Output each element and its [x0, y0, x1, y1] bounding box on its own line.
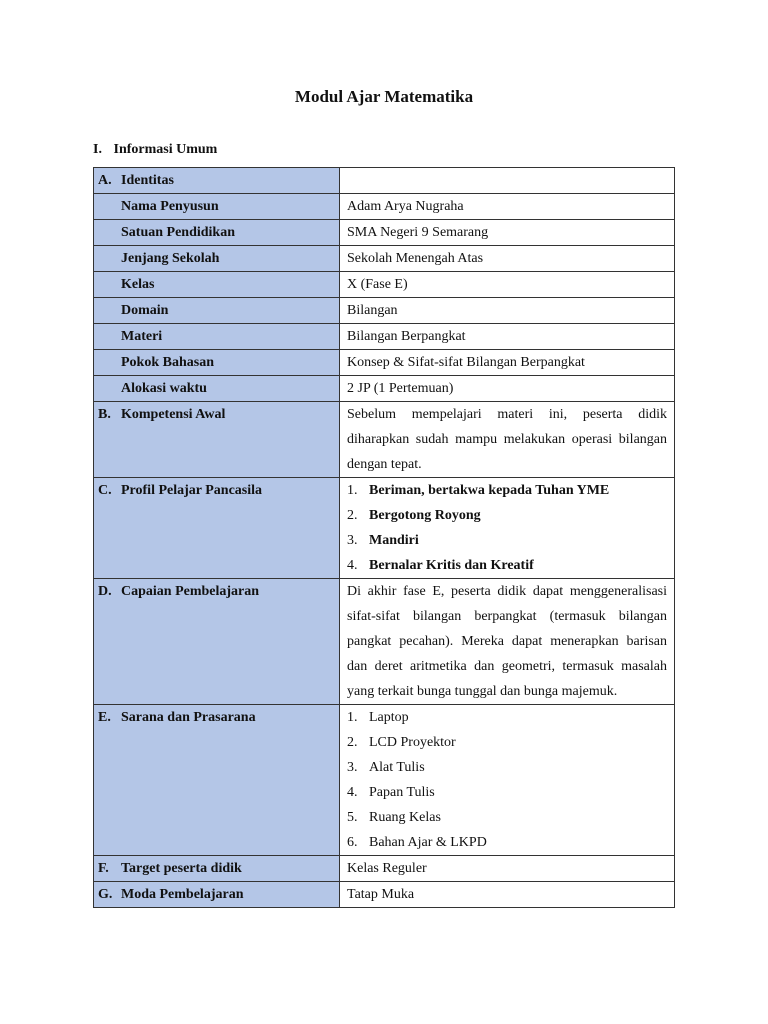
list-item: 4. Bernalar Kritis dan Kreatif [347, 558, 534, 573]
row-label: Kelas [121, 277, 155, 292]
list-item: 5. Ruang Kelas [347, 810, 441, 825]
document-title: Modul Ajar Matematika [294, 87, 474, 106]
table-row [94, 298, 675, 324]
row-label: Domain [121, 303, 169, 318]
row-label: Moda Pembelajaran [121, 887, 244, 902]
row-label: Identitas [121, 173, 174, 188]
list-item: 2. Bergotong Royong [347, 508, 481, 523]
row-value: Kelas Reguler [340, 856, 675, 882]
table-row [94, 376, 675, 402]
numbered-list [347, 705, 667, 855]
list-item: 3. Mandiri [347, 533, 419, 548]
table-row [94, 168, 675, 194]
row-letter: A. [98, 173, 112, 188]
row-label: Kompetensi Awal [121, 407, 226, 422]
row-value: Konsep & Sifat-sifat Bilangan Berpangkat [340, 350, 675, 376]
row-label: Satuan Pendidikan [121, 225, 235, 240]
row-value: X (Fase E) [340, 272, 675, 298]
info-table [93, 167, 675, 908]
list-item: 1. Beriman, bertakwa kepada Tuhan YME [347, 483, 610, 498]
section-heading [93, 142, 217, 158]
table-row [94, 478, 675, 579]
list-item: 2. LCD Proyektor [347, 735, 456, 750]
table-row [94, 324, 675, 350]
row-label: Nama Penyusun [121, 199, 219, 214]
row-label: Profil Pelajar Pancasila [121, 483, 263, 498]
table-row [94, 272, 675, 298]
table-row [94, 194, 675, 220]
row-value: Bilangan [340, 298, 675, 324]
table-row [94, 350, 675, 376]
row-label: Materi [121, 329, 163, 344]
row-paragraph: Di akhir fase E, peserta didik dapat menggeneralisasi sifat-sifat bilangan berpangkat (termasuk bilangan pangkat pecahan). Mereka dapat menerapkan barisan dan deret aritmetika dan geometri, termasuk masalah yang terkait bunga tunggal dan bunga majemuk. [340, 579, 675, 705]
numbered-list [347, 478, 667, 578]
table-row [94, 579, 675, 705]
table-row [94, 856, 675, 882]
row-value: Tatap Muka [340, 882, 675, 908]
list-item: 3. Alat Tulis [347, 760, 425, 775]
row-label: Capaian Pembelajaran [121, 584, 260, 599]
list-item: 4. Papan Tulis [347, 785, 435, 800]
row-label: Sarana dan Prasarana [121, 710, 256, 725]
row-paragraph: Sebelum mempelajari materi ini, peserta didik diharapkan sudah mampu melakukan operasi bilangan dengan tepat. [340, 402, 675, 478]
row-letter: C. [98, 483, 112, 498]
table-row [94, 246, 675, 272]
row-letter: F. [98, 861, 109, 876]
row-letter: B. [98, 407, 111, 422]
row-label: Alokasi waktu [121, 381, 207, 396]
row-value: Sekolah Menengah Atas [340, 246, 675, 272]
table-row [94, 220, 675, 246]
section-number: I. [93, 142, 102, 157]
row-letter: D. [98, 584, 112, 599]
section-label: Informasi Umum [113, 142, 218, 157]
row-value: 2 JP (1 Pertemuan) [340, 376, 675, 402]
row-label-cell [94, 168, 340, 194]
row-label: Target peserta didik [121, 861, 242, 876]
row-value: Adam Arya Nugraha [340, 194, 675, 220]
row-value: SMA Negeri 9 Semarang [340, 220, 675, 246]
table-row [94, 882, 675, 908]
row-label: Pokok Bahasan [121, 355, 214, 370]
row-value-cell [340, 168, 675, 194]
list-item: 1. Laptop [347, 710, 409, 725]
row-label: Jenjang Sekolah [121, 251, 220, 266]
list-item: 6. Bahan Ajar & LKPD [347, 835, 487, 850]
row-value: Bilangan Berpangkat [340, 324, 675, 350]
table-row [94, 402, 675, 478]
table-row [94, 705, 675, 856]
row-letter: G. [98, 887, 113, 902]
row-letter: E. [98, 710, 111, 725]
